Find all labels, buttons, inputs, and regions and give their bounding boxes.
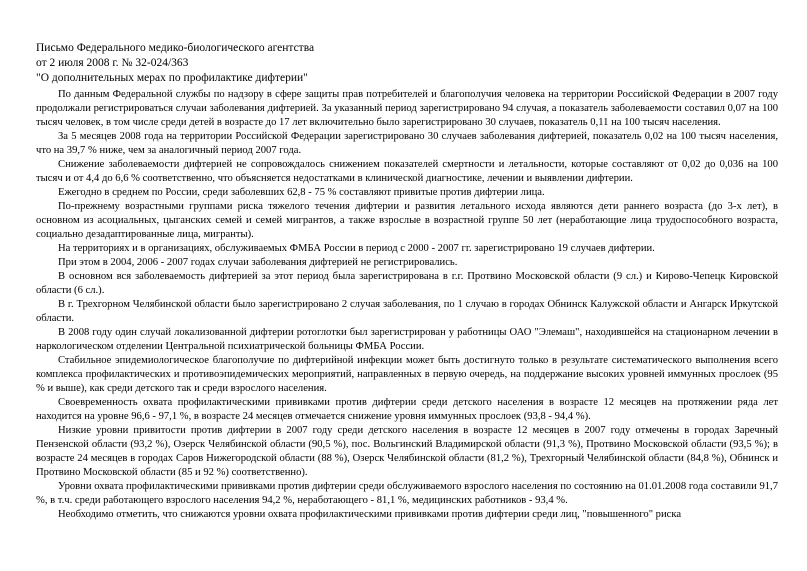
paragraph: Своевременность охвата профилактическими прививками против дифтерии среди детского населения в возрасте 12 месяцев на протяжении ряда лет находится на уровне 96,6 - 97,1 %, в возрасте 24 месяцев отмечается снижение уровня иммунных прослоек (93,8 - 94,4 %). xyxy=(36,397,778,422)
paragraph: За 5 месяцев 2008 года на территории Российской Федерации зарегистрировано 30 случаев заболевания дифтерией, показатель 0,02 на 100 тысяч населения, что на 39,7 % ниже, чем за аналогичный период 2007 года. xyxy=(36,131,778,156)
header-line-date-number: от 2 июля 2008 г. № 32-024/363 xyxy=(36,57,189,69)
paragraph: В 2008 году один случай локализованной дифтерии ротоглотки был зарегистрирован у работницы ОАО "Элемаш", находившейся на стационарном лечении в наркологическом отделении Центральной психиатрической больницы ФМБА России. xyxy=(36,327,778,352)
letter-header xyxy=(36,41,314,86)
paragraph: По-прежнему возрастными группами риска тяжелого течения дифтерии и развития летального исхода являются дети раннего возраста (до 3-х лет), в основном из асоциальных, цыганских семей и семей мигрантов, а также взрослые в возрастной группе 50 лет (неработающие лица трудоспособного возраста, социально дезадаптированные лица, мигранты). xyxy=(36,201,778,240)
paragraph: В г. Трехгорном Челябинской области было зарегистрировано 2 случая заболевания, по 1 случаю в городах Обнинск Калужской области и Ангарск Иркутской области. xyxy=(36,299,778,324)
paragraph: По данным Федеральной службы по надзору в сфере защиты прав потребителей и благополучия человека на территории Российской Федерации в 2007 году продолжали регистрироваться случаи заболевания дифтерией. За указанный период зарегистрировано 94 случая, а показатель заболеваемости составил 0,07 на 100 тысяч человек, в том числе среди детей в возрасте до 17 лет включительно было зарегистрировано 30 случаев, показатель 0,11 на 100 тысяч населения. xyxy=(36,89,778,128)
paragraph: Стабильное эпидемиологическое благополучие по дифтерийной инфекции может быть достигнуто только в результате систематического выполнения всего комплекса профилактических и противоэпидемических мероприятий, направленных в первую очередь, на поддержание высоких уровней иммунных прослоек (95 % и выше), как среди детского так и среди взрослого населения. xyxy=(36,355,778,394)
paragraph: Снижение заболеваемости дифтерией не сопровождалось снижением показателей смертности и летальности, которые составляют от 0,02 до 0,036 на 100 тысяч и от 4,4 до 6,6 % соответственно, что объясняется недостатками в клинической диагностике, лечении и выявлении дифтерии. xyxy=(36,159,778,184)
paragraph: Уровни охвата профилактическими прививками против дифтерии среди обслуживаемого взрослого населения по состоянию на 01.01.2008 года составили 91,7 %, в т.ч. среди работающего взрослого населения 94,2 %, неработающего - 81,1 %, медицинских работников - 93,4 %. xyxy=(36,481,778,506)
paragraph: В основном вся заболеваемость дифтерией за этот период была зарегистрирована в г.г. Протвино Московской области (9 сл.) и Кирово-Чепецк Кировской области (6 сл.). xyxy=(36,271,778,296)
letter-body xyxy=(36,88,778,522)
paragraph: Необходимо отметить, что снижаются уровни охвата профилактическими прививками против дифтерии среди лиц, "повышенного" риска xyxy=(58,509,682,520)
paragraph: Ежегодно в среднем по России, среди заболевших 62,8 - 75 % составляют привитые против дифтерии лица. xyxy=(58,187,545,198)
header-line-title: "О дополнительных мерах по профилактике дифтерии" xyxy=(36,72,308,84)
paragraph: На территориях и в организациях, обслуживаемых ФМБА России в период с 2000 - 2007 гг. зарегистрировано 19 случаев дифтерии. xyxy=(58,243,655,254)
paragraph: При этом в 2004, 2006 - 2007 годах случаи заболевания дифтерией не регистрировались. xyxy=(58,257,458,268)
paragraph: Низкие уровни привитости против дифтерии в 2007 году среди детского населения в возрасте 12 месяцев в 2007 году отмечены в городах Заречный Пензенской области (93,2 %), Озерск Челябинской области (90,5 %), пос. Вольгинский Владимирской области (91,3 %), Протвино Московской области (93,5 %); в возрасте 24 месяцев в городах Саров Нижегородской области (88 %), Озерск Челябинской области (81,2 %), Трехгорный Челябинской области (84,8 %), Обнинск и Протвино Московской области (85 и 92 %) соответственно). xyxy=(36,425,778,478)
header-line-agency: Письмо Федерального медико-биологического агентства xyxy=(36,42,315,54)
